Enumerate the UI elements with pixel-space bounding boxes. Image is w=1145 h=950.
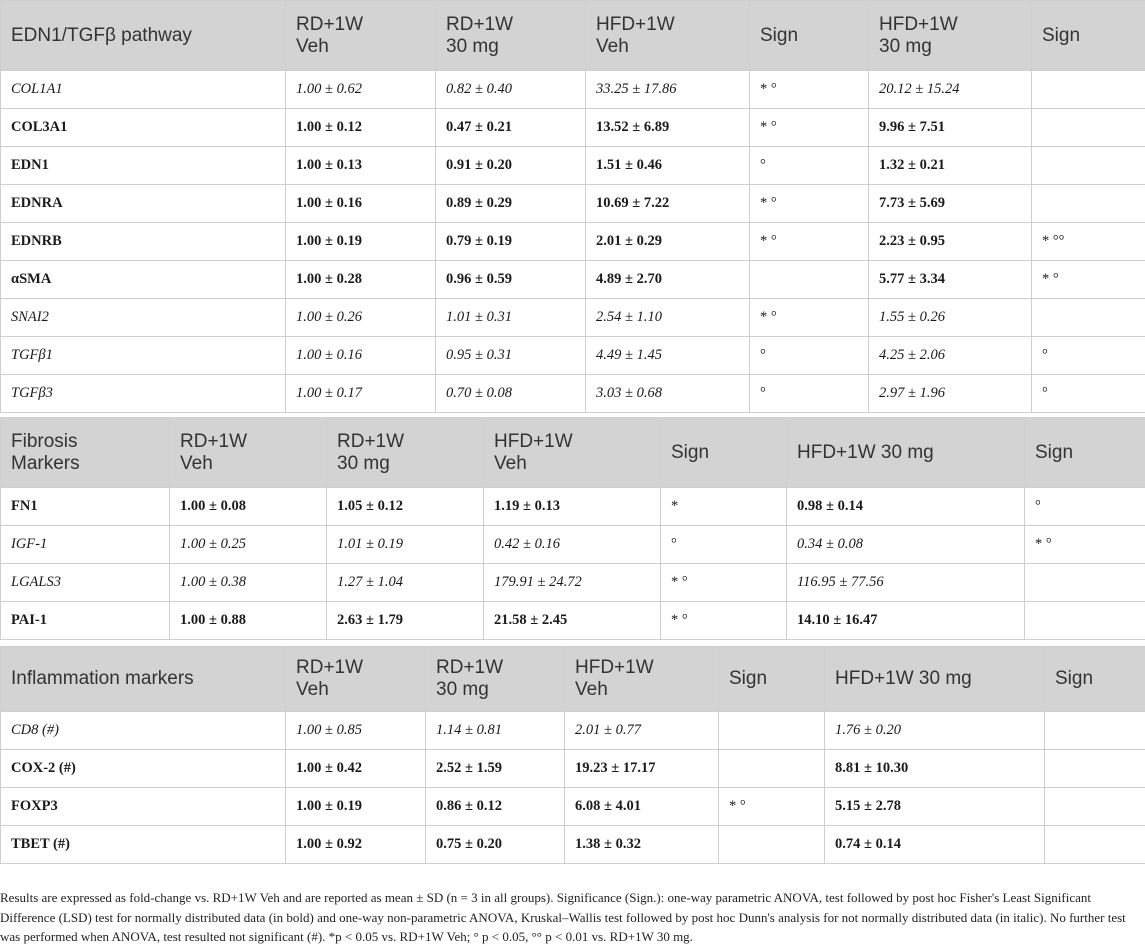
significance-cell: ° bbox=[750, 337, 869, 375]
column-header: HFD+1W 30 mg bbox=[869, 1, 1032, 71]
gene-name: EDNRA bbox=[1, 185, 286, 223]
table-row bbox=[1, 750, 1145, 788]
value-cell: 13.52 ± 6.89 bbox=[586, 109, 750, 147]
column-header: Sign bbox=[1045, 647, 1145, 712]
significance-cell bbox=[1032, 71, 1145, 109]
significance-cell bbox=[1025, 602, 1145, 640]
value-cell: 1.51 ± 0.46 bbox=[586, 147, 750, 185]
column-header: Sign bbox=[1025, 418, 1145, 488]
significance-cell: * ° bbox=[750, 185, 869, 223]
gene-name: TGFβ1 bbox=[1, 337, 286, 375]
column-header: Sign bbox=[750, 1, 869, 71]
gene-name: PAI-1 bbox=[1, 602, 170, 640]
value-cell: 1.00 ± 0.25 bbox=[170, 526, 327, 564]
value-cell: 0.74 ± 0.14 bbox=[825, 826, 1045, 864]
value-cell: 0.96 ± 0.59 bbox=[436, 261, 586, 299]
significance-cell: * ° bbox=[750, 71, 869, 109]
value-cell: 0.91 ± 0.20 bbox=[436, 147, 586, 185]
gene-name: EDN1 bbox=[1, 147, 286, 185]
table-footnote: Results are expressed as fold-change vs. RD+1W Veh and are reported as mean ± SD (n = 3 in all groups). Significance (Sign.): one-way parametric ANOVA, test followed by post hoc Fisher's Least Significant Difference (LSD) test for normally distributed data (in bold) and one-way non-parametric ANOVA, Kruskal–Wallis test followed by post hoc Dunn's analysis for not normally distributed data (in italic). No further test was performed when ANOVA, test resulted not significant (#). *p < 0.05 vs. RD+1W Veh; ° p < 0.05, °° p < 0.01 vs. RD+1W 30 mg. bbox=[0, 890, 1126, 944]
section-title: Inflammation markers bbox=[1, 647, 286, 712]
value-cell: 1.00 ± 0.38 bbox=[170, 564, 327, 602]
value-cell: 1.00 ± 0.88 bbox=[170, 602, 327, 640]
gene-name: αSMA bbox=[1, 261, 286, 299]
value-cell: 1.00 ± 0.08 bbox=[170, 488, 327, 526]
significance-cell bbox=[1025, 564, 1145, 602]
value-cell: 1.01 ± 0.19 bbox=[327, 526, 484, 564]
table-row bbox=[1, 788, 1145, 826]
table-row bbox=[1, 223, 1145, 261]
value-cell: 21.58 ± 2.45 bbox=[484, 602, 661, 640]
value-cell: 0.89 ± 0.29 bbox=[436, 185, 586, 223]
value-cell: 0.75 ± 0.20 bbox=[426, 826, 565, 864]
value-cell: 5.77 ± 3.34 bbox=[869, 261, 1032, 299]
value-cell: 33.25 ± 17.86 bbox=[586, 71, 750, 109]
table-row bbox=[1, 147, 1145, 185]
value-cell: 1.00 ± 0.19 bbox=[286, 223, 436, 261]
significance-cell bbox=[719, 750, 825, 788]
table-row bbox=[1, 375, 1145, 413]
significance-cell: ° bbox=[750, 375, 869, 413]
gene-name: EDNRB bbox=[1, 223, 286, 261]
value-cell: 9.96 ± 7.51 bbox=[869, 109, 1032, 147]
gene-name: CD8 (#) bbox=[1, 712, 286, 750]
gene-name: COL1A1 bbox=[1, 71, 286, 109]
value-cell: 0.82 ± 0.40 bbox=[436, 71, 586, 109]
significance-cell bbox=[1032, 185, 1145, 223]
value-cell: 1.00 ± 0.16 bbox=[286, 185, 436, 223]
significance-cell: * ° bbox=[750, 109, 869, 147]
column-header: Sign bbox=[661, 418, 787, 488]
value-cell: 1.27 ± 1.04 bbox=[327, 564, 484, 602]
table-row bbox=[1, 337, 1145, 375]
gene-name: FOXP3 bbox=[1, 788, 286, 826]
value-cell: 1.19 ± 0.13 bbox=[484, 488, 661, 526]
table-row bbox=[1, 261, 1145, 299]
significance-cell: ° bbox=[1032, 337, 1145, 375]
significance-cell bbox=[719, 826, 825, 864]
value-cell: 1.01 ± 0.31 bbox=[436, 299, 586, 337]
value-cell: 1.00 ± 0.17 bbox=[286, 375, 436, 413]
value-cell: 1.05 ± 0.12 bbox=[327, 488, 484, 526]
value-cell: 1.00 ± 0.62 bbox=[286, 71, 436, 109]
value-cell: 8.81 ± 10.30 bbox=[825, 750, 1045, 788]
column-header: RD+1W 30 mg bbox=[426, 647, 565, 712]
table-row bbox=[1, 299, 1145, 337]
value-cell: 0.98 ± 0.14 bbox=[787, 488, 1025, 526]
significance-cell: * ° bbox=[1032, 261, 1145, 299]
significance-cell bbox=[1032, 109, 1145, 147]
table-row bbox=[1, 712, 1145, 750]
value-cell: 20.12 ± 15.24 bbox=[869, 71, 1032, 109]
value-cell: 1.55 ± 0.26 bbox=[869, 299, 1032, 337]
significance-cell: ° bbox=[661, 526, 787, 564]
significance-cell bbox=[1045, 826, 1145, 864]
value-cell: 4.89 ± 2.70 bbox=[586, 261, 750, 299]
inflammation-markers-table bbox=[0, 646, 1145, 864]
significance-cell: * bbox=[661, 488, 787, 526]
significance-cell bbox=[719, 712, 825, 750]
significance-cell: ° bbox=[1032, 375, 1145, 413]
value-cell: 2.97 ± 1.96 bbox=[869, 375, 1032, 413]
value-cell: 1.32 ± 0.21 bbox=[869, 147, 1032, 185]
column-header: HFD+1W Veh bbox=[565, 647, 719, 712]
value-cell: 1.14 ± 0.81 bbox=[426, 712, 565, 750]
edn1-tgfb-pathway-table bbox=[0, 0, 1145, 413]
significance-cell bbox=[1045, 750, 1145, 788]
column-header: HFD+1W Veh bbox=[484, 418, 661, 488]
value-cell: 10.69 ± 7.22 bbox=[586, 185, 750, 223]
value-cell: 7.73 ± 5.69 bbox=[869, 185, 1032, 223]
gene-name: LGALS3 bbox=[1, 564, 170, 602]
header-row bbox=[1, 418, 1145, 488]
table-row bbox=[1, 109, 1145, 147]
value-cell: 1.00 ± 0.16 bbox=[286, 337, 436, 375]
value-cell: 116.95 ± 77.56 bbox=[787, 564, 1025, 602]
significance-cell: * ° bbox=[661, 564, 787, 602]
value-cell: 6.08 ± 4.01 bbox=[565, 788, 719, 826]
value-cell: 2.54 ± 1.10 bbox=[586, 299, 750, 337]
column-header: RD+1W 30 mg bbox=[436, 1, 586, 71]
table-row bbox=[1, 564, 1145, 602]
gene-name: TGFβ3 bbox=[1, 375, 286, 413]
section-title: EDN1/TGFβ pathway bbox=[1, 1, 286, 71]
value-cell: 1.00 ± 0.28 bbox=[286, 261, 436, 299]
significance-cell bbox=[1032, 299, 1145, 337]
value-cell: 19.23 ± 17.17 bbox=[565, 750, 719, 788]
significance-cell bbox=[1045, 788, 1145, 826]
gene-name: COX-2 (#) bbox=[1, 750, 286, 788]
gene-name: FN1 bbox=[1, 488, 170, 526]
value-cell: 2.01 ± 0.29 bbox=[586, 223, 750, 261]
header-row bbox=[1, 647, 1145, 712]
table-row bbox=[1, 602, 1145, 640]
value-cell: 1.76 ± 0.20 bbox=[825, 712, 1045, 750]
column-header: RD+1W Veh bbox=[286, 647, 426, 712]
significance-cell bbox=[1045, 712, 1145, 750]
value-cell: 1.00 ± 0.19 bbox=[286, 788, 426, 826]
header-row bbox=[1, 1, 1145, 71]
value-cell: 179.91 ± 24.72 bbox=[484, 564, 661, 602]
value-cell: 0.86 ± 0.12 bbox=[426, 788, 565, 826]
value-cell: 2.52 ± 1.59 bbox=[426, 750, 565, 788]
column-header: RD+1W Veh bbox=[170, 418, 327, 488]
gene-name: TBET (#) bbox=[1, 826, 286, 864]
value-cell: 4.25 ± 2.06 bbox=[869, 337, 1032, 375]
column-header: Sign bbox=[719, 647, 825, 712]
value-cell: 0.70 ± 0.08 bbox=[436, 375, 586, 413]
gene-name: IGF-1 bbox=[1, 526, 170, 564]
value-cell: 5.15 ± 2.78 bbox=[825, 788, 1045, 826]
table-row bbox=[1, 71, 1145, 109]
fibrosis-markers-table bbox=[0, 417, 1145, 640]
table-row bbox=[1, 185, 1145, 223]
significance-cell: ° bbox=[1025, 488, 1145, 526]
significance-cell: * ° bbox=[661, 602, 787, 640]
value-cell: 14.10 ± 16.47 bbox=[787, 602, 1025, 640]
value-cell: 0.95 ± 0.31 bbox=[436, 337, 586, 375]
value-cell: 1.00 ± 0.26 bbox=[286, 299, 436, 337]
value-cell: 1.00 ± 0.85 bbox=[286, 712, 426, 750]
column-header: HFD+1W 30 mg bbox=[787, 418, 1025, 488]
value-cell: 2.63 ± 1.79 bbox=[327, 602, 484, 640]
value-cell: 1.00 ± 0.13 bbox=[286, 147, 436, 185]
value-cell: 0.34 ± 0.08 bbox=[787, 526, 1025, 564]
value-cell: 1.00 ± 0.42 bbox=[286, 750, 426, 788]
value-cell: 1.00 ± 0.92 bbox=[286, 826, 426, 864]
significance-cell: ° bbox=[750, 147, 869, 185]
table-row bbox=[1, 526, 1145, 564]
value-cell: 1.38 ± 0.32 bbox=[565, 826, 719, 864]
significance-cell: * ° bbox=[1025, 526, 1145, 564]
gene-name: SNAI2 bbox=[1, 299, 286, 337]
section-title: Fibrosis Markers bbox=[1, 418, 170, 488]
column-header: RD+1W Veh bbox=[286, 1, 436, 71]
value-cell: 4.49 ± 1.45 bbox=[586, 337, 750, 375]
column-header: HFD+1W 30 mg bbox=[825, 647, 1045, 712]
significance-cell bbox=[1032, 147, 1145, 185]
column-header: Sign bbox=[1032, 1, 1145, 71]
value-cell: 1.00 ± 0.12 bbox=[286, 109, 436, 147]
gene-name: COL3A1 bbox=[1, 109, 286, 147]
significance-cell: * °° bbox=[1032, 223, 1145, 261]
table-row bbox=[1, 826, 1145, 864]
significance-cell: * ° bbox=[750, 223, 869, 261]
value-cell: 2.01 ± 0.77 bbox=[565, 712, 719, 750]
value-cell: 3.03 ± 0.68 bbox=[586, 375, 750, 413]
value-cell: 2.23 ± 0.95 bbox=[869, 223, 1032, 261]
table-row bbox=[1, 488, 1145, 526]
significance-cell bbox=[750, 261, 869, 299]
value-cell: 0.79 ± 0.19 bbox=[436, 223, 586, 261]
value-cell: 0.42 ± 0.16 bbox=[484, 526, 661, 564]
column-header: RD+1W 30 mg bbox=[327, 418, 484, 488]
column-header: HFD+1W Veh bbox=[586, 1, 750, 71]
significance-cell: * ° bbox=[750, 299, 869, 337]
value-cell: 0.47 ± 0.21 bbox=[436, 109, 586, 147]
significance-cell: * ° bbox=[719, 788, 825, 826]
